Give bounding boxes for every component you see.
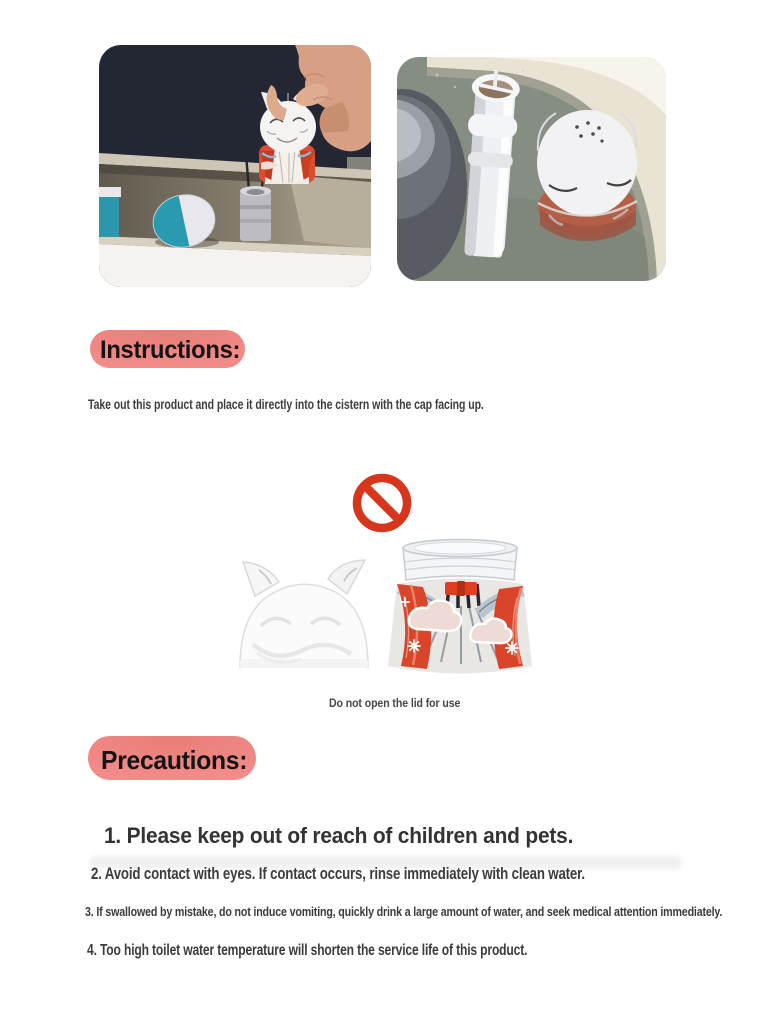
cat-lid-illustration bbox=[240, 560, 368, 668]
precaution-item-3: 3. If swallowed by mistake, do not induce vomiting, quickly drink a large amount of water, and seek medical attention immediately. bbox=[85, 904, 723, 919]
jar-illustration bbox=[388, 540, 532, 674]
photo-product-floating-in-cistern bbox=[397, 57, 666, 281]
floating-cat-lid bbox=[537, 110, 637, 241]
caption-do-not-open: Do not open the lid for use bbox=[329, 696, 461, 710]
precaution-item-2: 2. Avoid contact with eyes. If contact occurs, rinse immediately with clean water. bbox=[91, 864, 585, 883]
precaution-item-4: 4. Too high toilet water temperature will shorten the service life of this product. bbox=[87, 942, 528, 959]
fill-valve bbox=[240, 186, 271, 241]
photo-floating-scene bbox=[397, 57, 666, 281]
photo-placing-product-in-cistern bbox=[99, 45, 371, 287]
do-not-open-illustration bbox=[225, 456, 555, 696]
instruction-text: Take out this product and place it directly into the cistern with the cap facing up. bbox=[88, 397, 484, 412]
precautions-heading: Precautions: bbox=[101, 745, 248, 775]
instructions-heading: Instructions: bbox=[100, 336, 241, 364]
no-sign-icon bbox=[357, 478, 407, 528]
photo-placing-scene bbox=[99, 45, 371, 287]
precaution-item-1: 1. Please keep out of reach of children and pets. bbox=[104, 823, 574, 848]
